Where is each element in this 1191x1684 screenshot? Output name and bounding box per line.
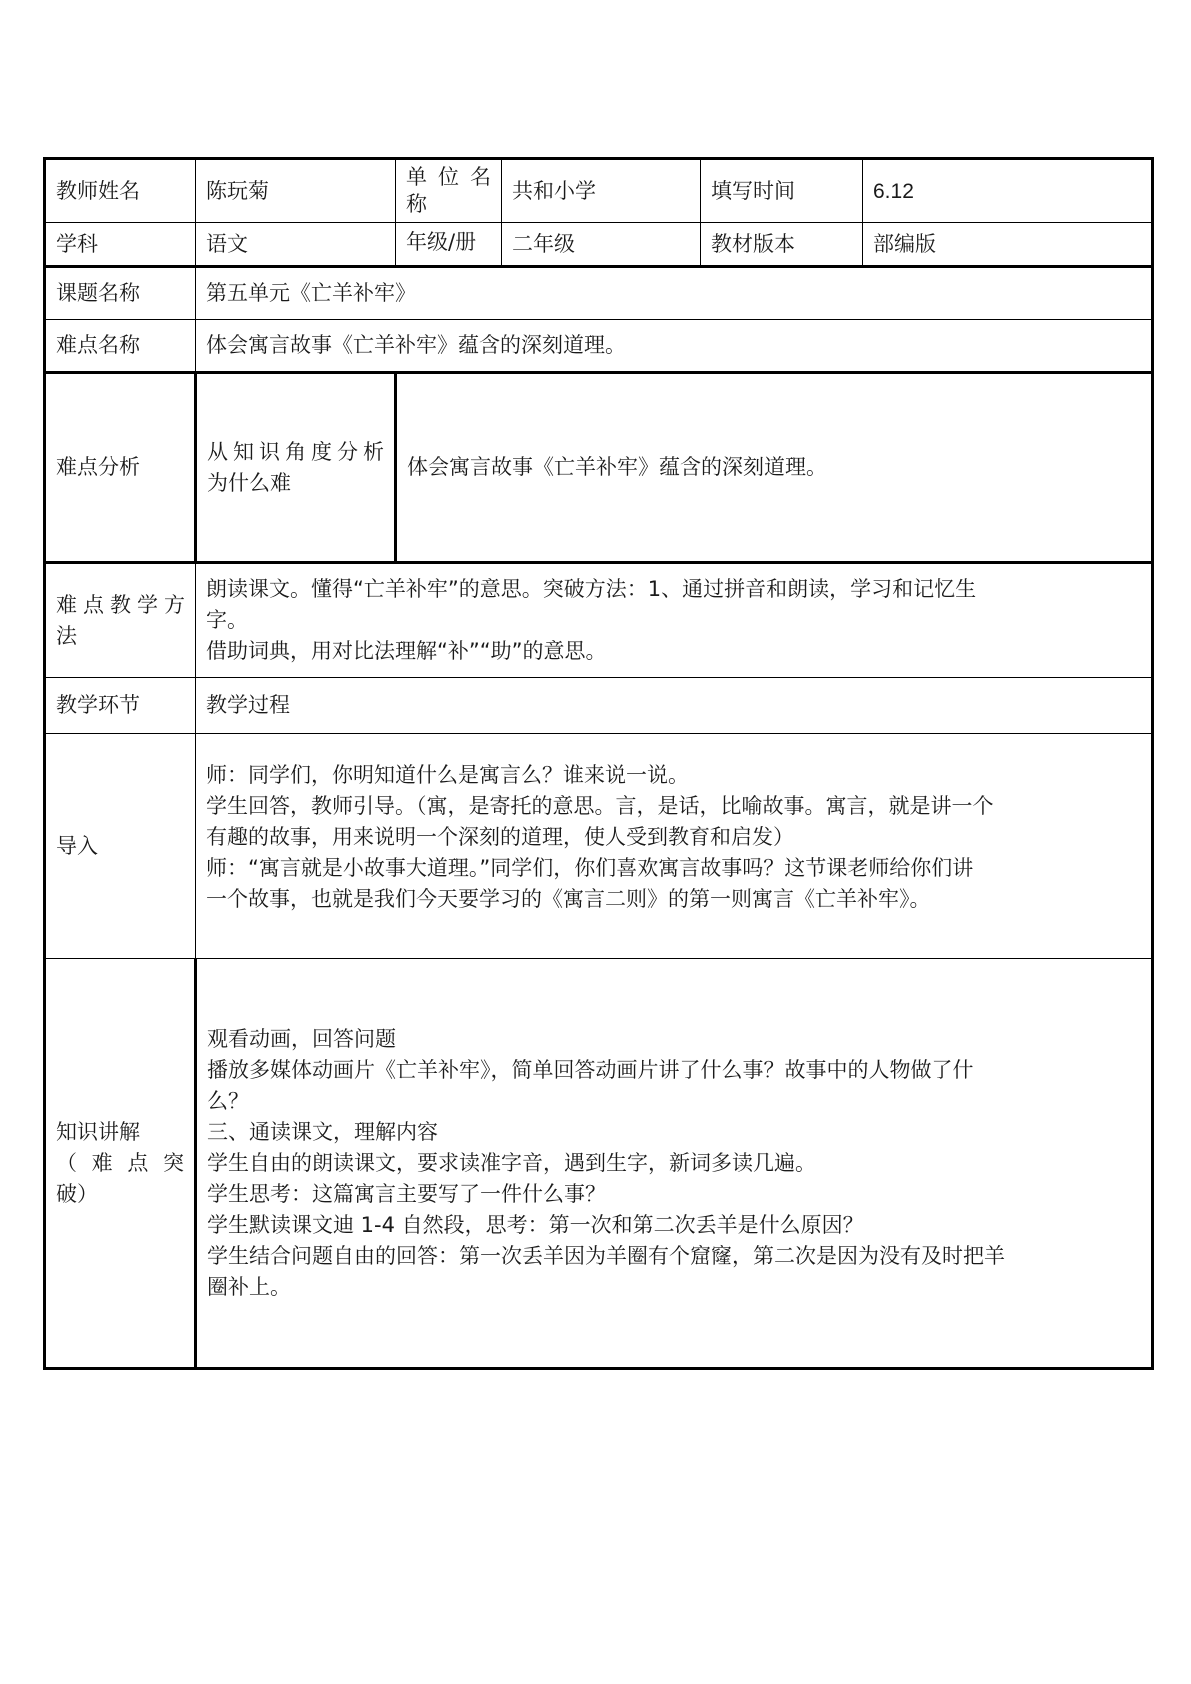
process-stage-label: 教学环节 bbox=[45, 678, 196, 734]
knowledge-label bbox=[45, 959, 196, 1369]
analysis-row bbox=[45, 373, 1153, 563]
method-line-3: 借助词典，用对比法理解“补”“助”的意思。 bbox=[206, 639, 607, 663]
method-label bbox=[45, 563, 196, 678]
topic-row bbox=[45, 267, 1153, 320]
header-row-1 bbox=[45, 159, 1153, 223]
knowledge-label-line-3: 破） bbox=[56, 1181, 98, 1206]
unit-label-line-2: 称 bbox=[406, 192, 427, 216]
knowledge-row bbox=[45, 959, 1153, 1369]
teacher-value: 陈玩菊 bbox=[196, 159, 396, 223]
difficulty-label: 难点名称 bbox=[45, 320, 196, 373]
intro-line-1: 师：同学们，你明知道什么是寓言么？谁来说一说。 bbox=[206, 763, 689, 787]
knowledge-line-9: 圈补上。 bbox=[207, 1274, 291, 1299]
method-label-line-2: 法 bbox=[56, 623, 77, 648]
grade-label: 年级/册 bbox=[396, 223, 502, 267]
intro-label: 导入 bbox=[45, 734, 196, 959]
knowledge-line-1: 观看动画，回答问题 bbox=[207, 1026, 396, 1051]
method-label-line-1: 难点教学方 bbox=[56, 592, 185, 617]
subject-value: 语文 bbox=[196, 223, 396, 267]
knowledge-line-6: 学生思考：这篇寓言主要写了一件什么事？ bbox=[207, 1181, 606, 1206]
process-header-row bbox=[45, 678, 1153, 734]
method-value bbox=[196, 563, 1153, 678]
grade-value: 二年级 bbox=[502, 223, 701, 267]
edition-label: 教材版本 bbox=[701, 223, 863, 267]
knowledge-value bbox=[196, 959, 1153, 1369]
unit-value: 共和小学 bbox=[502, 159, 701, 223]
method-row bbox=[45, 563, 1153, 678]
process-label: 教学过程 bbox=[196, 678, 1153, 734]
knowledge-line-8: 学生结合问题自由的回答：第一次丢羊因为羊圈有个窟窿，第二次是因为没有及时把羊 bbox=[207, 1243, 1005, 1268]
date-label: 填写时间 bbox=[701, 159, 863, 223]
intro-line-3: 有趣的故事，用来说明一个深刻的道理，使人受到教育和启发） bbox=[206, 825, 794, 849]
difficulty-row bbox=[45, 320, 1153, 373]
method-line-2: 字。 bbox=[206, 608, 248, 632]
analysis-label: 难点分析 bbox=[45, 373, 196, 563]
lesson-plan-sheet bbox=[43, 157, 1151, 1370]
teacher-label: 教师姓名 bbox=[45, 159, 196, 223]
analysis-sublabel-line-2: 为什么难 bbox=[207, 470, 291, 495]
unit-label-line-1: 单 位 名 bbox=[406, 165, 491, 189]
topic-value: 第五单元《亡羊补牢》 bbox=[196, 267, 1153, 320]
header-row-2 bbox=[45, 223, 1153, 267]
method-line-1: 朗读课文。懂得“亡羊补牢”的意思。突破方法：1、通过拼音和朗读，学习和记忆生 bbox=[206, 577, 977, 601]
knowledge-label-line-2: （ 难 点 突 bbox=[56, 1150, 184, 1175]
subject-label: 学科 bbox=[45, 223, 196, 267]
knowledge-line-4: 三、通读课文，理解内容 bbox=[207, 1119, 438, 1144]
edition-value: 部编版 bbox=[863, 223, 1153, 267]
intro-value bbox=[196, 734, 1153, 959]
difficulty-value: 体会寓言故事《亡羊补牢》蕴含的深刻道理。 bbox=[196, 320, 1153, 373]
date-value: 6.12 bbox=[863, 159, 1153, 223]
topic-label: 课题名称 bbox=[45, 267, 196, 320]
analysis-sublabel bbox=[196, 373, 396, 563]
analysis-value: 体会寓言故事《亡羊补牢》蕴含的深刻道理。 bbox=[396, 373, 1153, 563]
knowledge-line-5: 学生自由的朗读课文，要求读准字音，遇到生字，新词多读几遍。 bbox=[207, 1150, 816, 1175]
intro-line-2: 学生回答，教师引导。（寓，是寄托的意思。言，是话，比喻故事。寓言，就是讲一个 bbox=[206, 794, 994, 818]
intro-line-4: 师：“寓言就是小故事大道理。”同学们，你们喜欢寓言故事吗？这节课老师给你们讲 bbox=[206, 856, 974, 880]
intro-row bbox=[45, 734, 1153, 959]
knowledge-line-7: 学生默读课文迪 1-4 自然段，思考：第一次和第二次丢羊是什么原因？ bbox=[207, 1212, 864, 1237]
intro-line-5: 一个故事，也就是我们今天要学习的《寓言二则》的第一则寓言《亡羊补牢》。 bbox=[206, 887, 931, 911]
knowledge-label-line-1: 知识讲解 bbox=[56, 1119, 140, 1144]
unit-label bbox=[396, 159, 502, 223]
lesson-plan-table bbox=[43, 157, 1154, 1370]
knowledge-line-3: 么？ bbox=[207, 1088, 249, 1113]
knowledge-line-2: 播放多媒体动画片《亡羊补牢》，简单回答动画片讲了什么事？故事中的人物做了什 bbox=[207, 1057, 974, 1082]
analysis-sublabel-line-1: 从知识角度分析 bbox=[207, 439, 384, 464]
